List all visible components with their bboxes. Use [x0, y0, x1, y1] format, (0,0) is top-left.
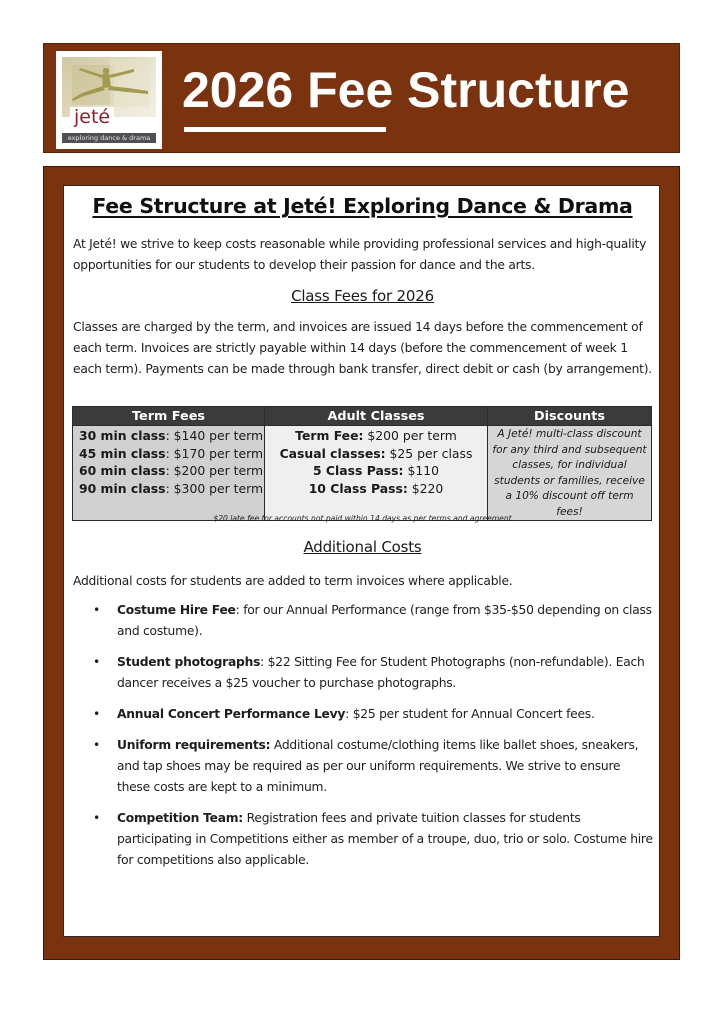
intro-paragraph: At Jeté! we strive to keep costs reasonable while providing professional services and high-quality opportunities for our students to develop their passion for dance and the arts. — [73, 237, 647, 272]
term-fee-45min: 45 min class: $170 per term — [79, 445, 264, 461]
document-title: Fee Structure at Jeté! Exploring Dance & Drama — [92, 194, 633, 218]
term-fees-cell — [73, 426, 265, 521]
term-fee-60min: 60 min class: $200 per term — [79, 463, 264, 478]
header-discounts: Discounts — [488, 407, 652, 426]
adult-5-class-pass: 5 Class Pass: $110 — [313, 463, 439, 478]
list-item-competition-team: • Competition Team: Registration fees and private tuition classes for students participating in Competitions either as member of a troupe, duo, trio or solo. Costume hire for competitions also applicable. — [73, 808, 653, 871]
bullet-icon: • — [93, 738, 101, 752]
adult-classes-cell — [265, 426, 488, 521]
adult-10-class-pass: 10 Class Pass: $220 — [308, 480, 444, 496]
jete-logo — [56, 51, 162, 149]
content-frame — [43, 166, 680, 960]
term-fee-90min: 90 min class: $300 per term — [79, 480, 264, 496]
additional-costs-list — [73, 600, 653, 881]
header-banner — [43, 43, 680, 153]
banner-title: 2026 Fee Structure — [182, 62, 630, 118]
class-fees-heading: Class Fees for 2026 — [291, 287, 434, 305]
list-item-uniform: • Uniform requirements: Additional costume/clothing items like ballet shoes, sneakers, and tap shoes may be required as per our uniform requirements. We strive to ensure these costs are kept to a minimum. — [73, 735, 653, 798]
class-fees-paragraph: Classes are charged by the term, and invoices are issued 14 days before the commencement of each term. Invoices are strictly payable within 14 days (before the commencement of week 1 each term). Payments can be made through bank transfer, direct debit or cash (by arrangement). — [73, 320, 652, 376]
content-panel — [63, 185, 660, 937]
adult-term-fee: Term Fee: $200 per term — [295, 428, 457, 443]
list-item-student-photographs: • Student photographs: $22 Sitting Fee for Student Photographs (non-refundable). Each dancer receives a $25 voucher to purchase photographs. — [73, 652, 653, 694]
header-term-fees: Term Fees — [73, 407, 265, 426]
list-item-concert-levy: • Annual Concert Performance Levy: $25 per student for Annual Concert fees. — [73, 704, 653, 725]
additional-costs-intro: Additional costs for students are added to term invoices where applicable. — [73, 574, 513, 588]
list-item-costume-hire: • Costume Hire Fee: for our Annual Performance (range from $35-$50 depending on class and costume). — [73, 600, 653, 642]
fee-table-row — [73, 426, 652, 521]
bullet-icon: • — [93, 655, 101, 669]
additional-costs-heading: Additional Costs — [303, 538, 422, 556]
bullet-icon: • — [93, 603, 101, 617]
term-fee-30min: 30 min class: $140 per term — [79, 428, 264, 443]
fee-table-header-row — [73, 407, 652, 426]
logo-wordmark: jeté — [70, 107, 114, 127]
fee-table — [72, 406, 652, 521]
discounts-cell: A Jeté! multi-class discount for any third and subsequent classes, for individual students or families, receive a 10% discount off term fees! — [488, 426, 652, 521]
header-adult-classes: Adult Classes — [265, 407, 488, 426]
logo-tagline: exploring dance & drama — [62, 133, 156, 143]
late-fee-note: $20 late fee for accounts not paid within 14 days as per terms and agreement — [213, 514, 512, 523]
bullet-icon: • — [93, 811, 101, 825]
banner-underline — [184, 127, 386, 132]
adult-casual-classes: Casual classes: $25 per class — [279, 445, 473, 461]
bullet-icon: • — [93, 707, 101, 721]
